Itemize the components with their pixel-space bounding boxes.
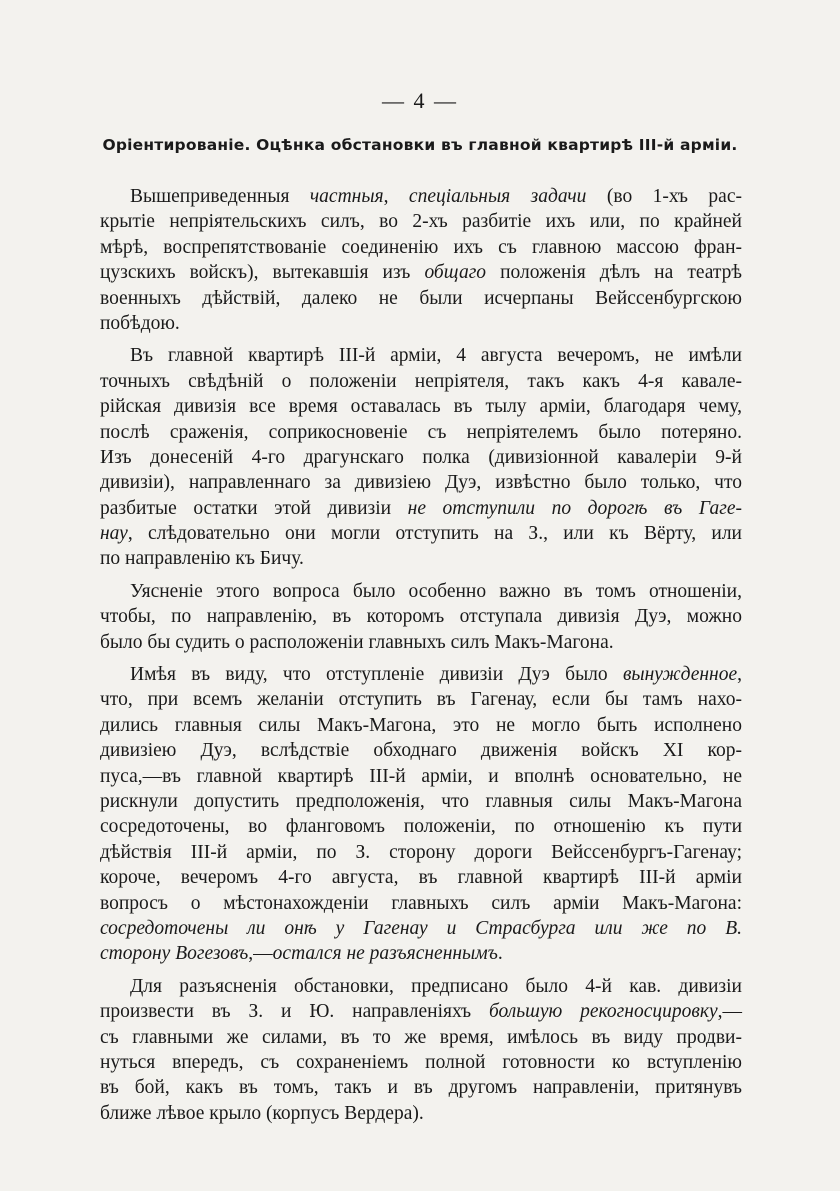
text-line (100, 496, 742, 521)
text-run: (во 1-хъ рас- (586, 186, 742, 207)
italic-text: не отступили по дорогѣ въ Гаге- (407, 497, 742, 519)
text-line (100, 687, 742, 712)
text-run: , слѣдовательно они могли отступить на З., или къ Вёрту, или (127, 523, 742, 545)
paragraph (100, 579, 742, 655)
text-line (100, 974, 742, 999)
italic-text: большую рекогносцировку (488, 1001, 718, 1023)
text-line (100, 916, 742, 941)
text-run: вопросъ о мѣстонахожденіи главныхъ силъ арміи Макъ-Магона: (100, 892, 742, 914)
italic-text: нау (100, 523, 128, 545)
text-line (100, 1101, 742, 1126)
text-run: рійская дивизія все время оставалась въ тылу арміи, благодаря чему, (100, 396, 742, 418)
text-run: точныхъ свѣдѣній о положеніи непріятеля, такъ какъ 4-я кавале- (100, 370, 742, 392)
text-line (100, 546, 742, 571)
text-line (100, 184, 742, 209)
text-line (100, 420, 742, 445)
text-line (100, 662, 742, 687)
text-line (100, 630, 742, 655)
body-text (100, 184, 742, 1133)
text-line (100, 369, 742, 394)
text-line (100, 738, 742, 763)
text-run: мѣрѣ, воспрепятствованіе соединенію ихъ съ главною массою фран- (100, 236, 742, 258)
italic-text: общаго (424, 262, 487, 284)
text-run: ближе лѣвое крыло (корпусъ Вердера). (100, 1102, 424, 1124)
text-run: послѣ сраженія, соприкосновеніе съ непріятелемъ было потеряно. (100, 421, 742, 443)
text-run: побѣдою. (100, 312, 180, 334)
text-run: дились главныя силы Макъ-Магона, это не могло быть исполнено (100, 714, 742, 736)
text-line (100, 1025, 742, 1050)
text-run: пуса,—въ главной квартирѣ III-й арміи, и вполнѣ основательно, не (100, 765, 742, 787)
paragraph (100, 184, 742, 336)
paragraph (100, 662, 742, 967)
text-run: положенія дѣлъ на театрѣ (486, 262, 742, 284)
text-run: короче, вечеромъ 4-го августа, въ главной квартирѣ III-й арміи (100, 867, 742, 889)
text-run: Имѣя въ виду, что отступленіе дивизіи Дуэ было (130, 664, 623, 686)
text-line (100, 840, 742, 865)
text-line (100, 235, 742, 260)
italic-text: частныя (309, 186, 384, 207)
italic-text: спеціальныя задачи (408, 186, 587, 207)
text-run: съ главными же силами, въ то же время, имѣлось въ виду продви- (100, 1026, 742, 1048)
text-line (100, 470, 742, 495)
text-run: , (737, 664, 742, 686)
text-run: что, при всемъ желаніи отступить въ Гагенау, если бы тамъ нахо- (100, 689, 742, 711)
text-run: цузскихъ войскъ), вытекавшія изъ (100, 262, 425, 284)
text-line (100, 343, 742, 368)
text-line (100, 941, 742, 966)
text-run: дивизіи), направленнаго за дивизіею Дуэ, извѣстно было только, что (100, 472, 742, 494)
text-line (100, 865, 742, 890)
text-line (100, 445, 742, 470)
text-run: Уясненіе этого вопроса было особенно важно въ томъ отношеніи, (130, 580, 742, 602)
text-run: дивизіею Дуэ, вслѣдствіе обходнаго движенія войскъ XI кор- (100, 740, 742, 762)
italic-text: вынужденное (622, 664, 738, 686)
text-run: крытіе непріятельскихъ силъ, во 2-хъ разбитіе ихъ или, по крайней (100, 211, 742, 233)
text-run: Вышеприведенныя (130, 186, 310, 207)
text-line (100, 604, 742, 629)
text-run: рискнули допустить предположенія, что главныя силы Макъ-Магона (100, 790, 742, 812)
text-run: Въ главной квартирѣ III-й арміи, 4 августа вечеромъ, не имѣли (130, 345, 742, 367)
text-line (100, 1050, 742, 1075)
page-number: — 4 — (382, 88, 458, 113)
text-run: произвести въ З. и Ю. направленіяхъ (100, 1001, 489, 1023)
text-line (100, 209, 742, 234)
text-line (100, 311, 742, 336)
text-run: Изъ донесеній 4-го драгунскаго полка (дивизіонной кавалеріи 9-й (100, 446, 742, 468)
paragraph (100, 343, 742, 572)
italic-text: сосредоточены ли онѣ у Гагенау и Страсбурга или же по В. (100, 917, 742, 939)
text-run: сосредоточены, во фланговомъ положеніи, по отношенію къ пути (100, 816, 742, 838)
text-line (100, 579, 742, 604)
text-run: было бы судить о расположеніи главныхъ силъ Макъ-Магона. (100, 631, 614, 653)
text-line (100, 1075, 742, 1100)
text-run: разбитые остатки этой дивизіи (100, 497, 408, 519)
section-heading: Оріентированіе. Оцѣнка обстановки въ главной квартирѣ III-й арміи. (102, 136, 738, 154)
text-run: нуться впередъ, съ сохраненіемъ полной готовности ко вступленію (100, 1051, 742, 1073)
text-line (100, 891, 742, 916)
text-line (100, 764, 742, 789)
italic-text: сторону Вогезовъ (100, 943, 249, 965)
text-run: въ бой, какъ въ томъ, такъ и въ другомъ направленіи, притянувъ (100, 1077, 742, 1099)
text-run: , (383, 186, 409, 207)
text-run: ,— (248, 943, 273, 965)
text-line (100, 789, 742, 814)
text-line (100, 521, 742, 546)
text-run: Для разъясненія обстановки, предписано было 4-й кав. дивизіи (130, 975, 742, 997)
text-line (100, 713, 742, 738)
text-line (100, 814, 742, 839)
text-run: военныхъ дѣйствій, далеко не были исчерпаны Вейссенбургскою (100, 287, 742, 309)
text-run: ,— (717, 1001, 742, 1023)
text-run: дѣйствія III-й арміи, по З. сторону дороги Вейссенбургъ-Гагенау; (100, 841, 742, 863)
text-run: . (497, 943, 503, 965)
text-run: по направленію къ Бичу. (100, 548, 304, 570)
text-line (100, 286, 742, 311)
paragraph (100, 974, 742, 1126)
text-line (100, 260, 742, 285)
text-line (100, 999, 742, 1024)
italic-text: остался не разъясненнымъ (272, 943, 498, 965)
text-line (100, 394, 742, 419)
text-run: чтобы, по направленію, въ которомъ отступала дивизія Дуэ, можно (100, 606, 742, 628)
